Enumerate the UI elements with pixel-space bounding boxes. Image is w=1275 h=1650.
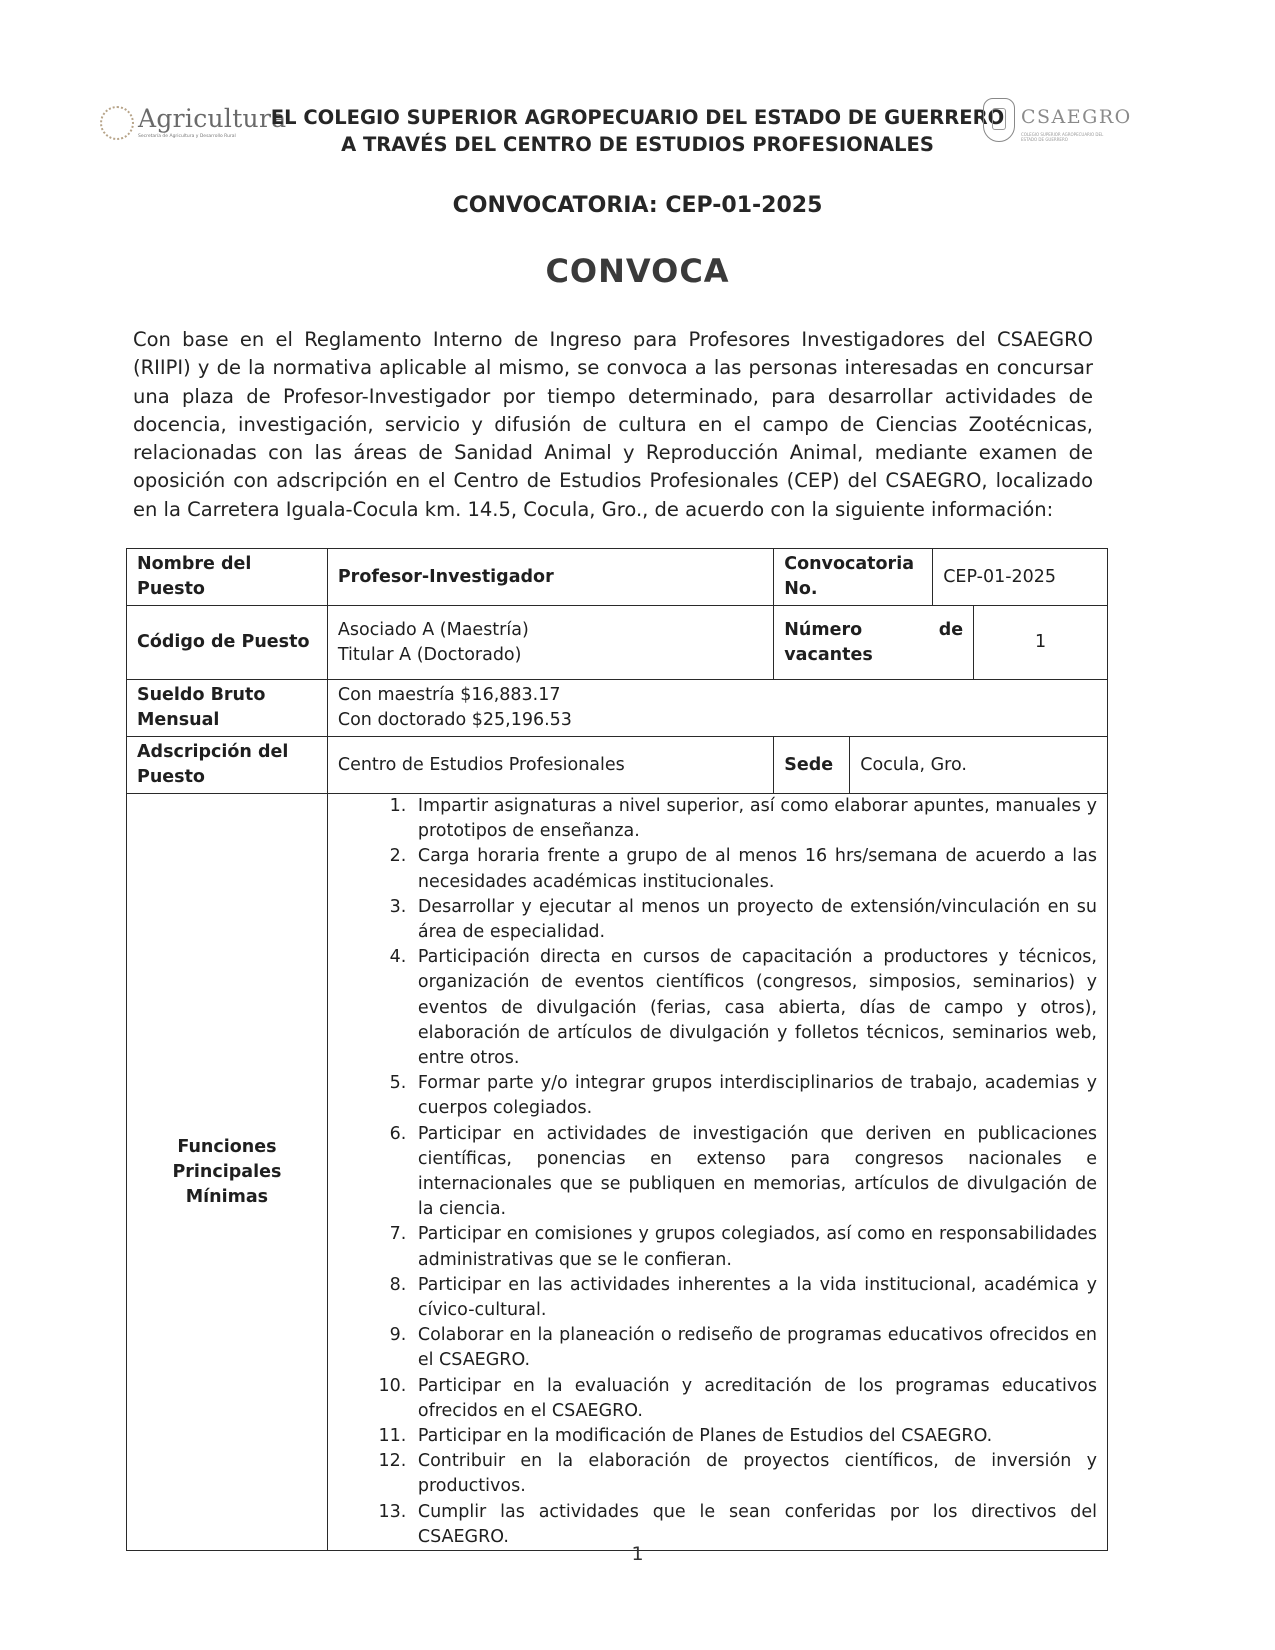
agricultura-logo-text: Agricultura [138,104,287,133]
numero-vacantes-label [774,606,974,680]
table-row [127,606,1108,680]
nombre-puesto-value: Profesor-Investigador [327,549,773,606]
adscripcion-label: Adscripción del Puesto [127,737,328,794]
numero-vacantes-value: 1 [974,606,1108,680]
sede-value: Cocula, Gro. [850,737,1108,794]
funcion-item: 4. Participación directa en cursos de capacitación a productores y técnicos, organización de eventos científicos (congresos, simposios, seminarios) y eventos de divulgación (ferias, casa abierta, días de campo y otros), elaboración de artículos de divulgación y folletos técnicos, seminarios web, entre otros. [412,945,1097,1071]
sueldo-label: Sueldo Bruto Mensual [127,680,328,737]
sede-label: Sede [774,737,850,794]
nombre-puesto-label: Nombre del Puesto [127,549,328,606]
funcion-item: 2. Carga horaria frente a grupo de al menos 16 hrs/semana de acuerdo a las necesidades académicas institucionales. [412,844,1097,894]
codigo-asociado: Asociado A (Maestría) [337,619,529,640]
csaegro-logo-subtext: COLEGIO SUPERIOR AGROPECUARIO DEL ESTADO DE GUERRERO [1021,132,1104,142]
csaegro-logo [983,96,1132,152]
funciones-list [328,794,1097,1550]
funcion-item: 12. Contribuir en la elaboración de proyectos científicos, de inversión y productivos. [412,1449,1097,1499]
convocatoria-title: CONVOCATORIA: CEP-01-2025 [452,193,823,218]
sueldo-value [327,680,1107,737]
vacantes-label-c: vacantes [784,644,873,665]
funcion-item: 11. Participar en la modificación de Planes de Estudios del CSAEGRO. [412,1424,1097,1449]
page-number: 1 [631,1543,644,1565]
codigo-puesto-value [327,606,773,680]
adscripcion-value: Centro de Estudios Profesionales [327,737,773,794]
funcion-item: 1. Impartir asignaturas a nivel superior, así como elaborar apuntes, manuales y prototipos de enseñanza. [412,794,1097,844]
institution-title-line2: A TRAVÉS DEL CENTRO DE ESTUDIOS PROFESIONALES [341,133,934,156]
government-seal-icon [100,106,134,140]
page-header [0,96,1275,166]
intro-paragraph: Con base en el Reglamento Interno de Ingreso para Profesores Investigadores del CSAEGRO (RIIPI) y de la normativa aplicable al mismo, se convoca a las personas interesadas en concursar una plaza de Profesor-Investigador por tiempo determinado, para desarrollar actividades de docencia, investigación, servicio y difusión de cultura en el campo de Ciencias Zootécnicas, relacionadas con las áreas de Sanidad Animal y Reproducción Animal, mediante examen de oposición con adscripción en el Centro de Estudios Profesionales (CEP) del CSAEGRO, localizado en la Carretera Iguala-Cocula km. 14.5, Cocula, Gro., de acuerdo con la siguiente información: [133,328,1093,521]
vacantes-label-b: de [938,619,964,640]
convocatoria-no-value: CEP-01-2025 [933,549,1108,606]
job-details-table [126,548,1108,1551]
csaegro-logo-text: CSAEGRO [1021,106,1132,128]
funcion-item: 9. Colaborar en la planeación o rediseño de programas educativos ofrecidos en el CSAEGRO. [412,1323,1097,1373]
funcion-item: 5. Formar parte y/o integrar grupos interdisciplinarios de trabajo, academias y cuerpos colegiados. [412,1071,1097,1121]
sueldo-doctorado: Con doctorado $25,196.53 [337,710,572,730]
funcion-item: 7. Participar en comisiones y grupos colegiados, así como en responsabilidades administrativas que se le confieran. [412,1222,1097,1272]
codigo-puesto-label: Código de Puesto [127,606,328,680]
funciones-label: Funciones Principales Mínimas [127,794,328,1551]
institution-title [270,104,1005,158]
vacantes-label-a: Número [784,619,863,640]
funcion-item: 13. Cumplir las actividades que le sean conferidas por los directivos del CSAEGRO. [412,1500,1097,1550]
agricultura-logo [100,104,287,144]
codigo-titular: Titular A (Doctorado) [337,644,522,665]
table-row [127,737,1108,794]
funciones-cell [327,794,1107,1551]
convoca-heading: CONVOCA [545,252,730,290]
table-row [127,549,1108,606]
table-row [127,680,1108,737]
funcion-item: 10. Participar en la evaluación y acreditación de los programas educativos ofrecidos en el CSAEGRO. [412,1374,1097,1424]
sueldo-maestria: Con maestría $16,883.17 [337,685,561,705]
institution-title-line1: EL COLEGIO SUPERIOR AGROPECUARIO DEL ESTADO DE GUERRERO [270,106,1005,129]
agricultura-logo-subtext: Secretaría de Agricultura y Desarrollo Rural [138,134,236,139]
funcion-item: 8. Participar en las actividades inherentes a la vida institucional, académica y cívico-cultural. [412,1273,1097,1323]
funcion-item: 6. Participar en actividades de investigación que deriven en publicaciones científicas, ponencias en extenso para congresos nacionales e internacionales que se publiquen en memorias, artículos de divulgación de la ciencia. [412,1122,1097,1223]
convocatoria-no-label: Convocatoria No. [774,549,933,606]
csaegro-shield-icon [983,98,1015,142]
table-row [127,794,1108,1551]
funcion-item: 3. Desarrollar y ejecutar al menos un proyecto de extensión/vinculación en su área de especialidad. [412,895,1097,945]
